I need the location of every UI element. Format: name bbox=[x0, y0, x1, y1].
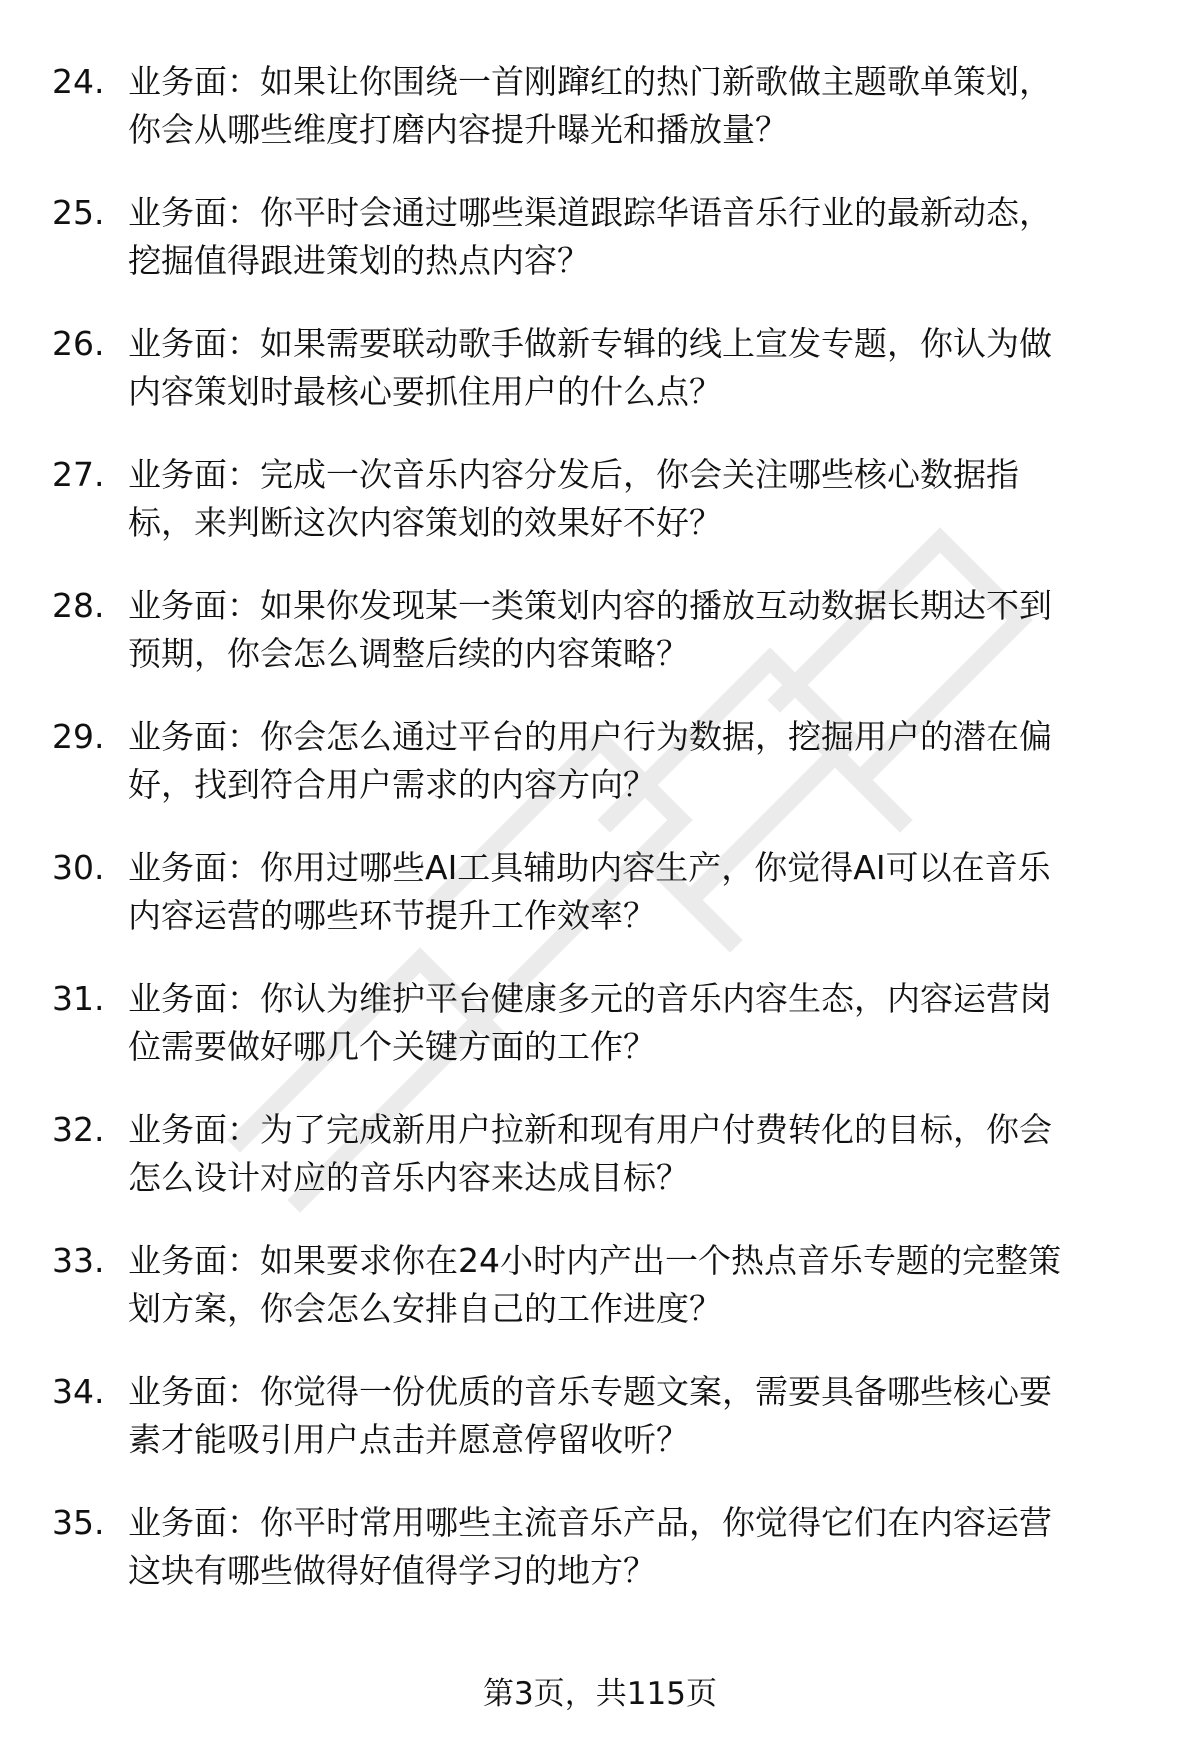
question-text bbox=[128, 1237, 1148, 1333]
question-item bbox=[0, 1237, 1200, 1368]
question-number: 31. bbox=[52, 979, 105, 1018]
question-line: 这块有哪些做得好值得学习的地方？ bbox=[128, 1551, 656, 1590]
question-text bbox=[128, 975, 1148, 1071]
question-text bbox=[128, 451, 1148, 547]
question-item bbox=[0, 1106, 1200, 1237]
question-item bbox=[0, 58, 1200, 189]
question-line: 业务面：你觉得一份优质的音乐专题文案，需要具备哪些核心要 bbox=[128, 1372, 1052, 1411]
question-item bbox=[0, 975, 1200, 1106]
question-line: 业务面：如果你发现某一类策划内容的播放互动数据长期达不到 bbox=[128, 586, 1052, 625]
question-item bbox=[0, 713, 1200, 844]
question-number: 34. bbox=[52, 1372, 105, 1411]
question-item bbox=[0, 451, 1200, 582]
question-line: 怎么设计对应的音乐内容来达成目标？ bbox=[128, 1158, 689, 1197]
question-line: 位需要做好哪几个关键方面的工作？ bbox=[128, 1027, 656, 1066]
question-number: 33. bbox=[52, 1241, 105, 1280]
question-list bbox=[0, 58, 1200, 1630]
question-item bbox=[0, 1499, 1200, 1630]
question-text bbox=[128, 1368, 1148, 1464]
question-line: 标，来判断这次内容策划的效果好不好？ bbox=[128, 503, 722, 542]
question-line: 业务面：如果需要联动歌手做新专辑的线上宣发专题，你认为做 bbox=[128, 324, 1052, 363]
question-number: 28. bbox=[52, 586, 105, 625]
question-line: 业务面：你认为维护平台健康多元的音乐内容生态，内容运营岗 bbox=[128, 979, 1052, 1018]
question-line: 业务面：如果要求你在24小时内产出一个热点音乐专题的完整策 bbox=[128, 1241, 1061, 1280]
question-line: 挖掘值得跟进策划的热点内容？ bbox=[128, 241, 590, 280]
question-line: 素才能吸引用户点击并愿意停留收听？ bbox=[128, 1420, 689, 1459]
question-line: 你会从哪些维度打磨内容提升曝光和播放量？ bbox=[128, 110, 788, 149]
question-line: 业务面：完成一次音乐内容分发后，你会关注哪些核心数据指 bbox=[128, 455, 1019, 494]
question-line: 内容策划时最核心要抓住用户的什么点？ bbox=[128, 372, 722, 411]
question-text bbox=[128, 320, 1148, 416]
question-item bbox=[0, 844, 1200, 975]
question-item bbox=[0, 1368, 1200, 1499]
question-text bbox=[128, 582, 1148, 678]
question-text bbox=[128, 713, 1148, 809]
question-line: 业务面：你平时常用哪些主流音乐产品，你觉得它们在内容运营 bbox=[128, 1503, 1052, 1542]
question-number: 35. bbox=[52, 1503, 105, 1542]
question-number: 30. bbox=[52, 848, 105, 887]
question-number: 25. bbox=[52, 193, 105, 232]
question-text bbox=[128, 1106, 1148, 1202]
question-line: 好，找到符合用户需求的内容方向？ bbox=[128, 765, 656, 804]
question-line: 划方案，你会怎么安排自己的工作进度？ bbox=[128, 1289, 722, 1328]
question-number: 26. bbox=[52, 324, 105, 363]
question-line: 预期，你会怎么调整后续的内容策略？ bbox=[128, 634, 689, 673]
page-indicator: 第3页，共115页 bbox=[483, 1676, 717, 1712]
question-number: 24. bbox=[52, 62, 105, 101]
question-item bbox=[0, 320, 1200, 451]
question-line: 业务面：你会怎么通过平台的用户行为数据，挖掘用户的潜在偏 bbox=[128, 717, 1052, 756]
question-item bbox=[0, 189, 1200, 320]
question-text bbox=[128, 189, 1148, 285]
question-text bbox=[128, 1499, 1148, 1595]
question-line: 内容运营的哪些环节提升工作效率？ bbox=[128, 896, 656, 935]
question-line: 业务面：你平时会通过哪些渠道跟踪华语音乐行业的最新动态， bbox=[128, 193, 1052, 232]
question-text bbox=[128, 844, 1148, 940]
question-text bbox=[128, 58, 1148, 154]
question-item bbox=[0, 582, 1200, 713]
question-number: 29. bbox=[52, 717, 105, 756]
question-number: 27. bbox=[52, 455, 105, 494]
question-line: 业务面：你用过哪些AI工具辅助内容生产，你觉得AI可以在音乐 bbox=[128, 848, 1051, 887]
question-line: 业务面：如果让你围绕一首刚蹿红的热门新歌做主题歌单策划， bbox=[128, 62, 1052, 101]
question-number: 32. bbox=[52, 1110, 105, 1149]
question-line: 业务面：为了完成新用户拉新和现有用户付费转化的目标，你会 bbox=[128, 1110, 1052, 1149]
